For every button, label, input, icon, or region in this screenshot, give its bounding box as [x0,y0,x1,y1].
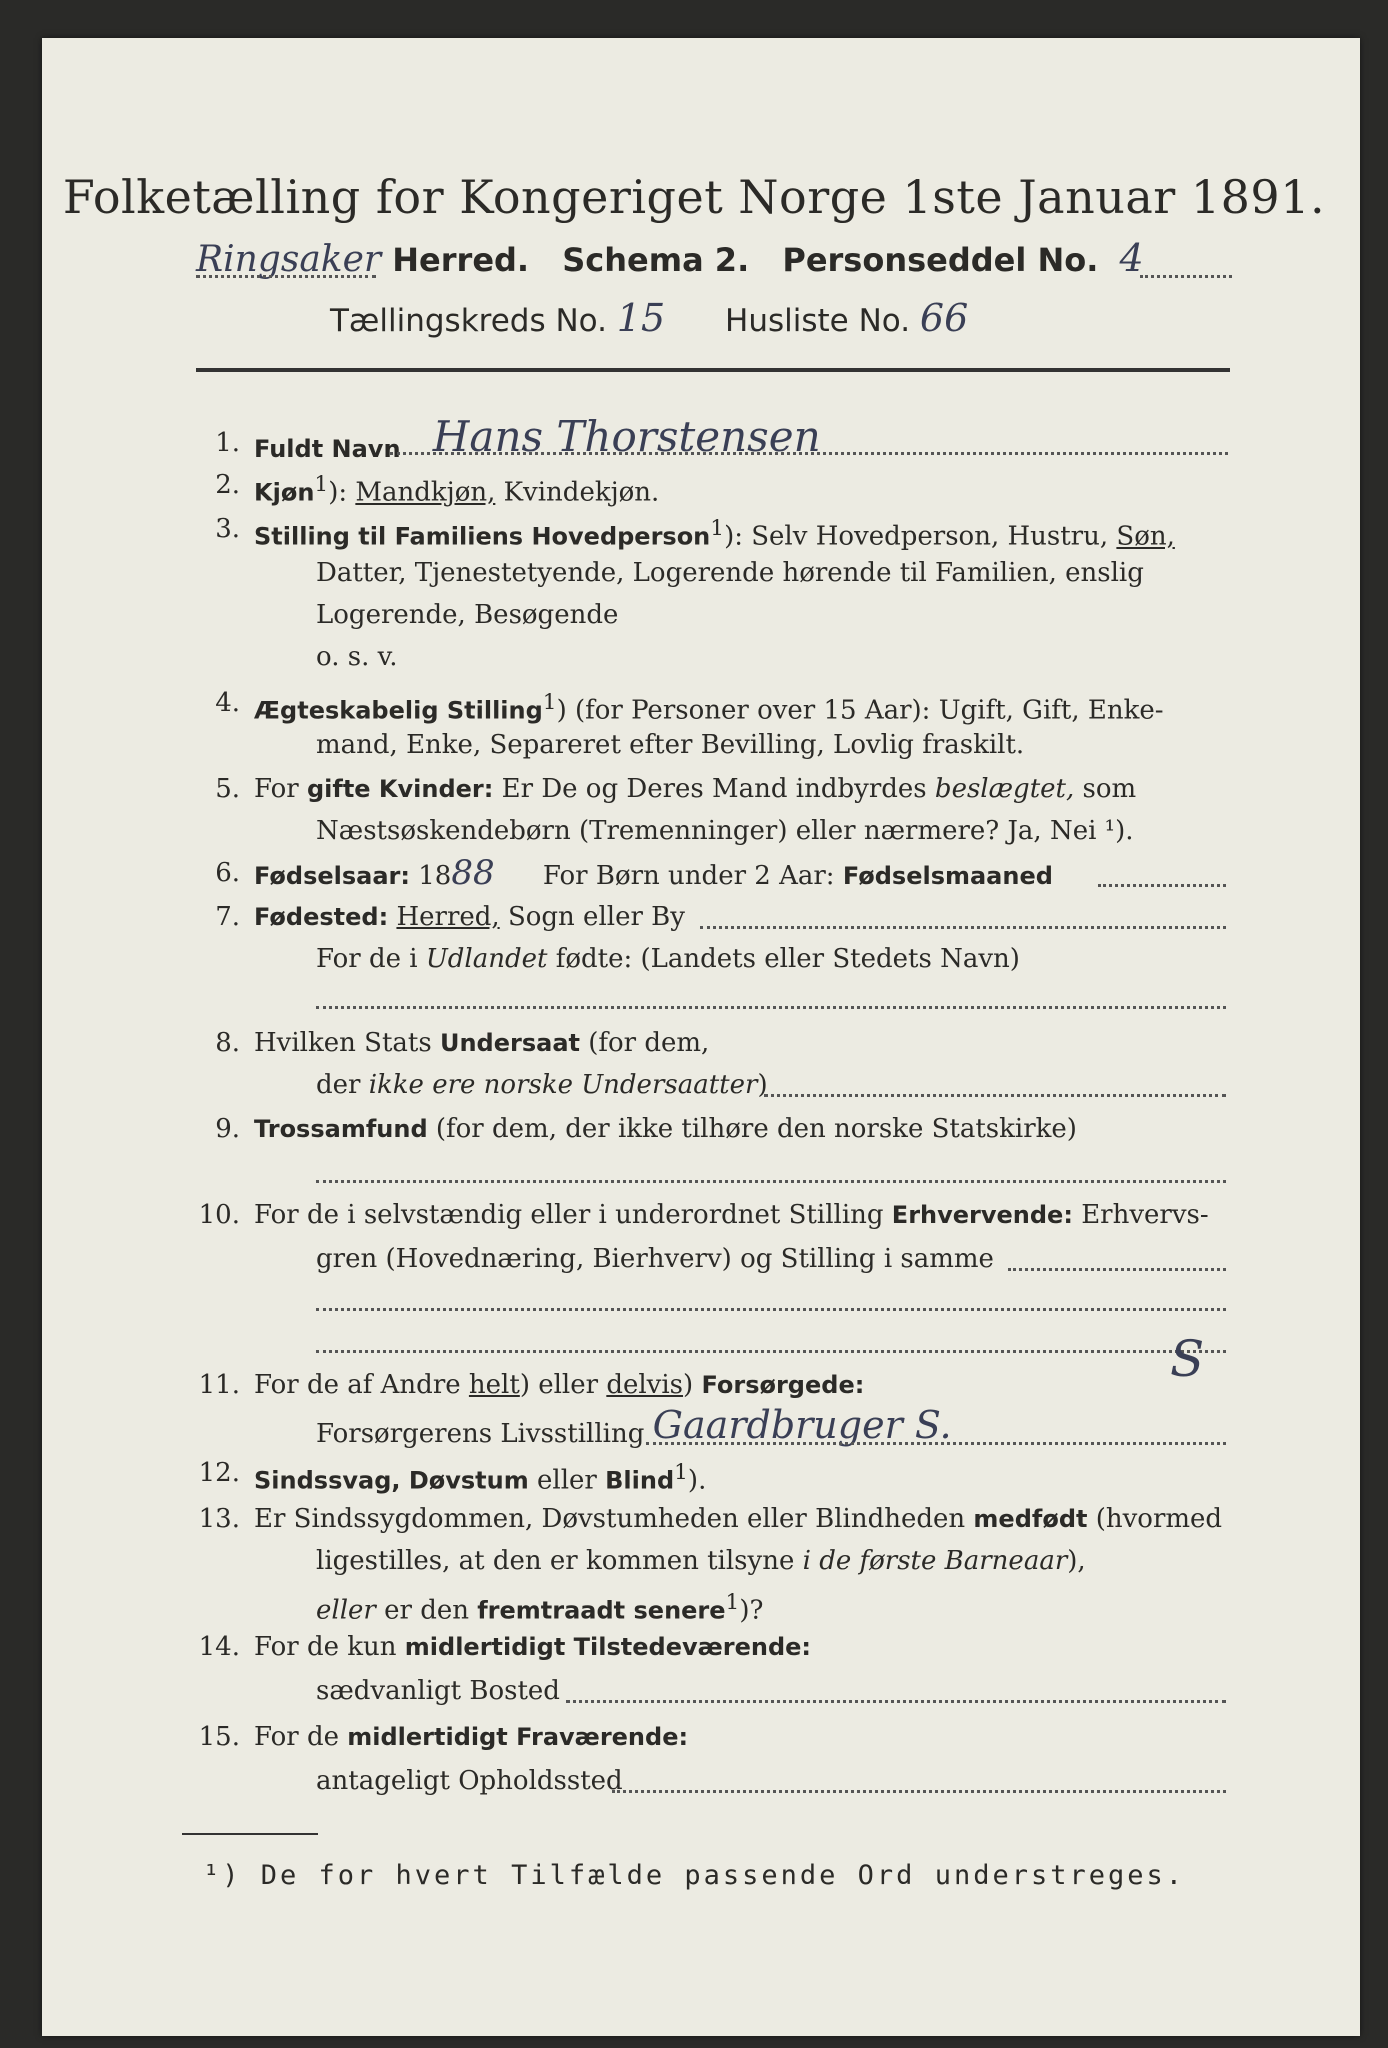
religion-dotted-line [316,1180,1226,1183]
item-text: For de i selvstændig eller i underordnet Stilling [254,1200,884,1230]
item-text: antageligt Opholdssted [316,1766,623,1796]
item-label: Undersaat [439,1029,580,1057]
item-text: (hvormed [1095,1504,1223,1534]
item-text: )? [739,1595,764,1626]
option-underlined: Mandkjøn, [355,477,496,508]
item-label: Stilling til Familiens Hovedperson [254,522,711,551]
item-text: For de i [316,944,418,974]
option-underlined: Søn, [1116,521,1175,552]
item-number: 10. [198,1200,240,1230]
item-label: Erhvervende: [891,1201,1073,1229]
item-text: ) (for Personer over 15 Aar): Ugift, Gift, Enke- [556,695,1164,726]
item-text: For de kun [254,1632,397,1662]
item-label: Blind [605,1466,675,1495]
option-underlined: Herred, [396,902,500,932]
item-number: 5. [215,774,240,804]
header-rule [196,368,1230,372]
full-name-value: Hans Thorstensen [432,412,821,461]
item-label: Fuldt Navn [254,435,401,463]
name-dotted-line [390,452,1228,455]
item-number: 4. [215,688,240,718]
option: Kvindekjøn. [503,477,660,508]
item-label: Forsørgede: [701,1371,865,1399]
item-text: Sogn eller By [507,902,685,932]
item-text: ), [1067,1546,1086,1576]
item-number: 12. [198,1458,240,1488]
item-number: 13. [198,1504,240,1534]
herred-line [196,236,1144,280]
item-text: ) eller [519,1370,599,1400]
birth-year-value: 88 [451,853,495,893]
item-text: ). [687,1465,707,1496]
item-text: For Børn under 2 Aar: [542,861,835,891]
birth-year-prefix: 18 [418,861,452,891]
item-text: For de [254,1722,339,1752]
occupation-dotted-line-2 [316,1308,1226,1311]
item-text: gren (Hovednæring, Bierhverv) og Stilling i samme [316,1244,994,1274]
footnote-rule [182,1833,318,1835]
item-label: Sindssvag, Døvstum [254,1466,529,1495]
item-number: 6. [215,858,240,888]
item-text: ): [328,477,348,508]
item-text: ligestilles, at den er kommen tilsyne [316,1546,795,1576]
item-text: som [1082,774,1137,804]
item-text: For [254,774,299,804]
schema-label: Schema 2. [562,241,750,279]
kreds-label: Tællingskreds No. [330,303,607,339]
occupation-dotted-line-1 [1008,1268,1226,1271]
item-text: o. s. v. [316,642,398,672]
item-italic-text: i de første Barneaar [802,1546,1068,1576]
nationality-dotted-line [764,1094,1226,1097]
item-text: er den [384,1595,469,1626]
item-text: der [316,1070,361,1100]
option-underlined: helt [468,1370,520,1400]
item-label: Fødested: [254,903,389,931]
item-text: Hvilken Stats [254,1028,432,1058]
abode-dotted-line [612,1790,1226,1793]
personseddel-dotted-line [1140,275,1232,278]
foreign-birthplace-dotted-line [316,1006,1226,1009]
item-text: ) [683,1370,694,1400]
item-text: Er Sindssygdommen, Døvstumheden eller Blindheden [254,1504,966,1534]
item-number: 3. [215,514,240,544]
item-number: 1. [215,428,240,458]
item-label: gifte Kvinder: [306,775,494,803]
footnote: ¹) De for hvert Tilfælde passende Ord understreges. [202,1860,1186,1891]
personseddel-number: 4 [1119,236,1144,280]
item-number: 11. [198,1370,240,1400]
provider-occupation-value: Gaardbruger S. [652,1403,952,1447]
provider-dotted-line [646,1442,1226,1445]
form-title: Folketælling for Kongeriget Norge 1ste Januar 1891. [62,170,1326,224]
husliste-label: Husliste No. [725,303,911,339]
item-number: 9. [215,1114,240,1144]
option-underlined: delvis [606,1370,684,1400]
item-text: sædvanligt Bosted [316,1676,560,1706]
personseddel-label: Personseddel No. [782,241,1099,279]
item-italic-text: beslægtet, [934,774,1075,804]
herred-handwritten: Ringsaker [196,239,382,280]
item-italic-text: Udlandet [425,944,548,974]
item-text: Forsørgerens Livsstilling [316,1419,645,1449]
item-text: fødte: (Landets eller Stedets Navn) [555,944,1020,974]
footnote-mark: 1 [314,472,329,497]
item-label: Fødselsmaaned [842,862,1053,890]
item-text: ) [757,1070,768,1100]
item-italic-text: ikke ere norske Undersaatter [368,1070,758,1100]
kreds-line [330,296,968,340]
item-text: Er De og Deres Mand indbyrdes [501,774,927,804]
item-label: Kjøn [254,478,315,507]
item-label: Fødselsaar: [254,862,410,890]
birthplace-dotted-line [700,926,1226,929]
item-label: midlertidigt Tilstedeværende: [404,1633,812,1661]
item-number: 2. [215,470,240,500]
item-text: eller [537,1465,597,1496]
residence-dotted-line [566,1700,1226,1703]
item-label: Ægteskabelig Stilling [254,696,543,725]
item-text: Erhvervs- [1081,1200,1209,1230]
item-text: Logerende, Besøgende [316,600,619,630]
item-number: 7. [215,902,240,932]
item-number: 15. [198,1722,240,1752]
kreds-number: 15 [616,296,666,340]
item-text: For de af Andre [254,1370,461,1400]
item-text: Næstsøskendebørn (Tremenninger) eller nærmere? Ja, Nei ¹). [316,816,1134,846]
item-text: Datter, Tjenestetyende, Logerende hørende til Familien, enslig [316,558,1144,588]
item-number: 14. [198,1632,240,1662]
item-number: 8. [215,1028,240,1058]
herred-label: Herred. [392,241,530,279]
item-label: medfødt [973,1505,1088,1533]
item-label: midlertidigt Fraværende: [347,1723,689,1751]
item-text: mand, Enke, Separeret efter Bevilling, Lovlig fraskilt. [316,730,1025,760]
birth-month-dotted-line [1098,884,1226,887]
handwritten-mark: S [1170,1330,1205,1388]
item-italic-text: eller [316,1595,376,1626]
item-text: ): Selv Hovedperson, Hustru, [724,521,1109,552]
husliste-number: 66 [919,296,969,340]
item-label: Trossamfund [254,1115,428,1143]
item-label: fremtraadt senere [477,1596,726,1625]
item-text: (for dem, [588,1028,710,1058]
item-text: (for dem, der ikke tilhøre den norske Statskirke) [435,1114,1077,1144]
occupation-dotted-line-3 [316,1350,1226,1353]
herred-dotted-line [196,275,376,278]
